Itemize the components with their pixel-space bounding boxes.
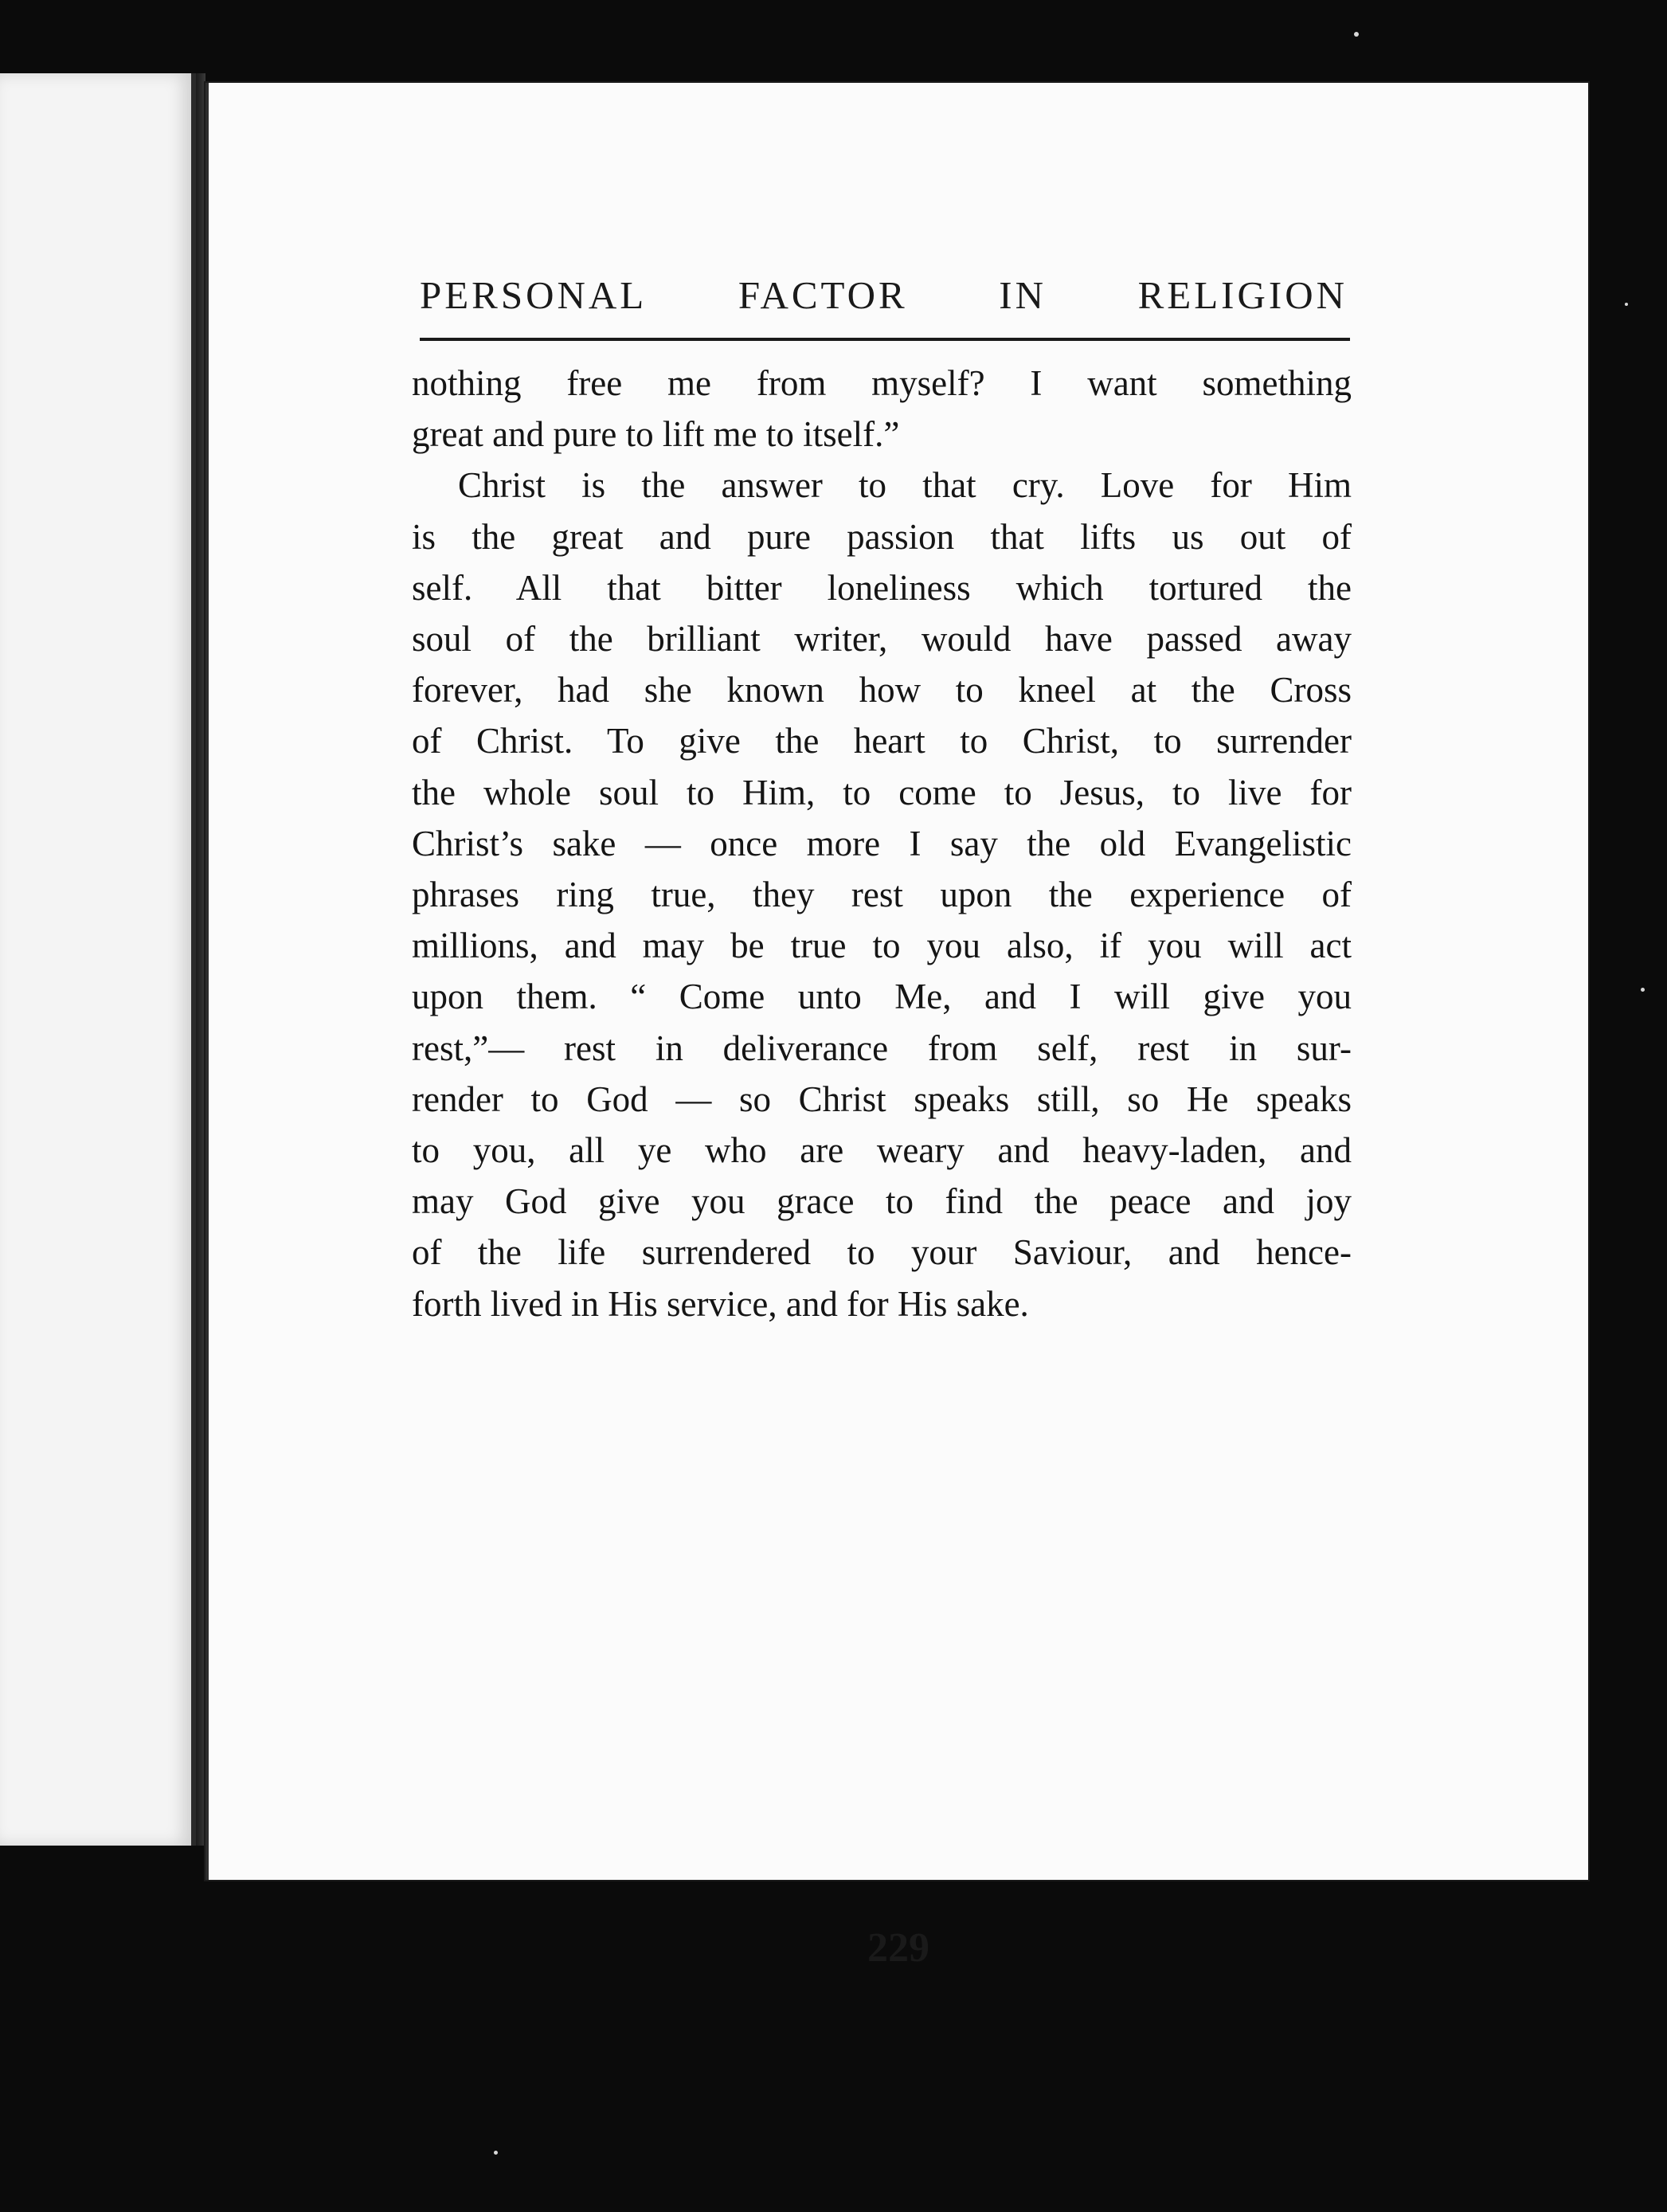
text-line: rest,”— rest in deliverance from self, rest in sur-	[412, 1028, 1352, 1068]
text-line: nothing free me from myself? I want something	[412, 363, 1352, 403]
running-head	[420, 272, 1348, 318]
text-line: phrases ring true, they rest upon the experience of	[412, 875, 1352, 915]
text-line: great and pure to lift me to itself.”	[412, 414, 900, 455]
text-line: of the life surrendered to your Saviour, and hence-	[412, 1232, 1352, 1273]
scan-speck	[1354, 32, 1359, 37]
running-head-word: IN	[999, 273, 1047, 317]
facing-page-edge	[0, 73, 196, 1846]
text-line: forever, had she known how to kneel at the Cross	[412, 670, 1352, 711]
book-page	[205, 83, 1588, 1971]
text-line: the whole soul to Him, to come to Jesus, to live for	[412, 772, 1352, 812]
text-line: millions, and may be true to you also, if you will act	[412, 926, 1352, 966]
scan-speck	[1625, 303, 1628, 306]
text-line: self. All that bitter loneliness which tortured the	[412, 567, 1352, 608]
scan-speck	[1641, 988, 1645, 992]
text-line: of Christ. To give the heart to Christ, to surrender	[412, 721, 1352, 761]
scan-speck	[494, 2151, 498, 2155]
book-gutter	[196, 73, 205, 1846]
text-line: is the great and pure passion that lifts us out of	[412, 516, 1352, 557]
running-head-word: FACTOR	[738, 273, 908, 317]
text-line: may God give you grace to find the peace and joy	[412, 1181, 1352, 1222]
text-line: Christ is the answer to that cry. Love for Him	[458, 465, 1352, 506]
text-line: render to God — so Christ speaks still, so He speaks	[412, 1079, 1352, 1119]
text-line: forth lived in His service, and for His sake.	[412, 1283, 1029, 1324]
text-line: Christ’s sake — once more I say the old Evangelistic	[412, 823, 1352, 863]
body-text	[412, 358, 1352, 1329]
running-head-word: PERSONAL	[420, 273, 648, 317]
text-line: soul of the brilliant writer, would have passed away	[412, 619, 1352, 660]
running-head-word: RELIGION	[1137, 273, 1348, 317]
text-line: upon them. “ Come unto Me, and I will give you	[412, 977, 1352, 1017]
page-number: 229	[867, 1925, 929, 1971]
text-line: to you, all ye who are weary and heavy-laden, and	[412, 1130, 1352, 1171]
header-rule	[420, 338, 1350, 341]
